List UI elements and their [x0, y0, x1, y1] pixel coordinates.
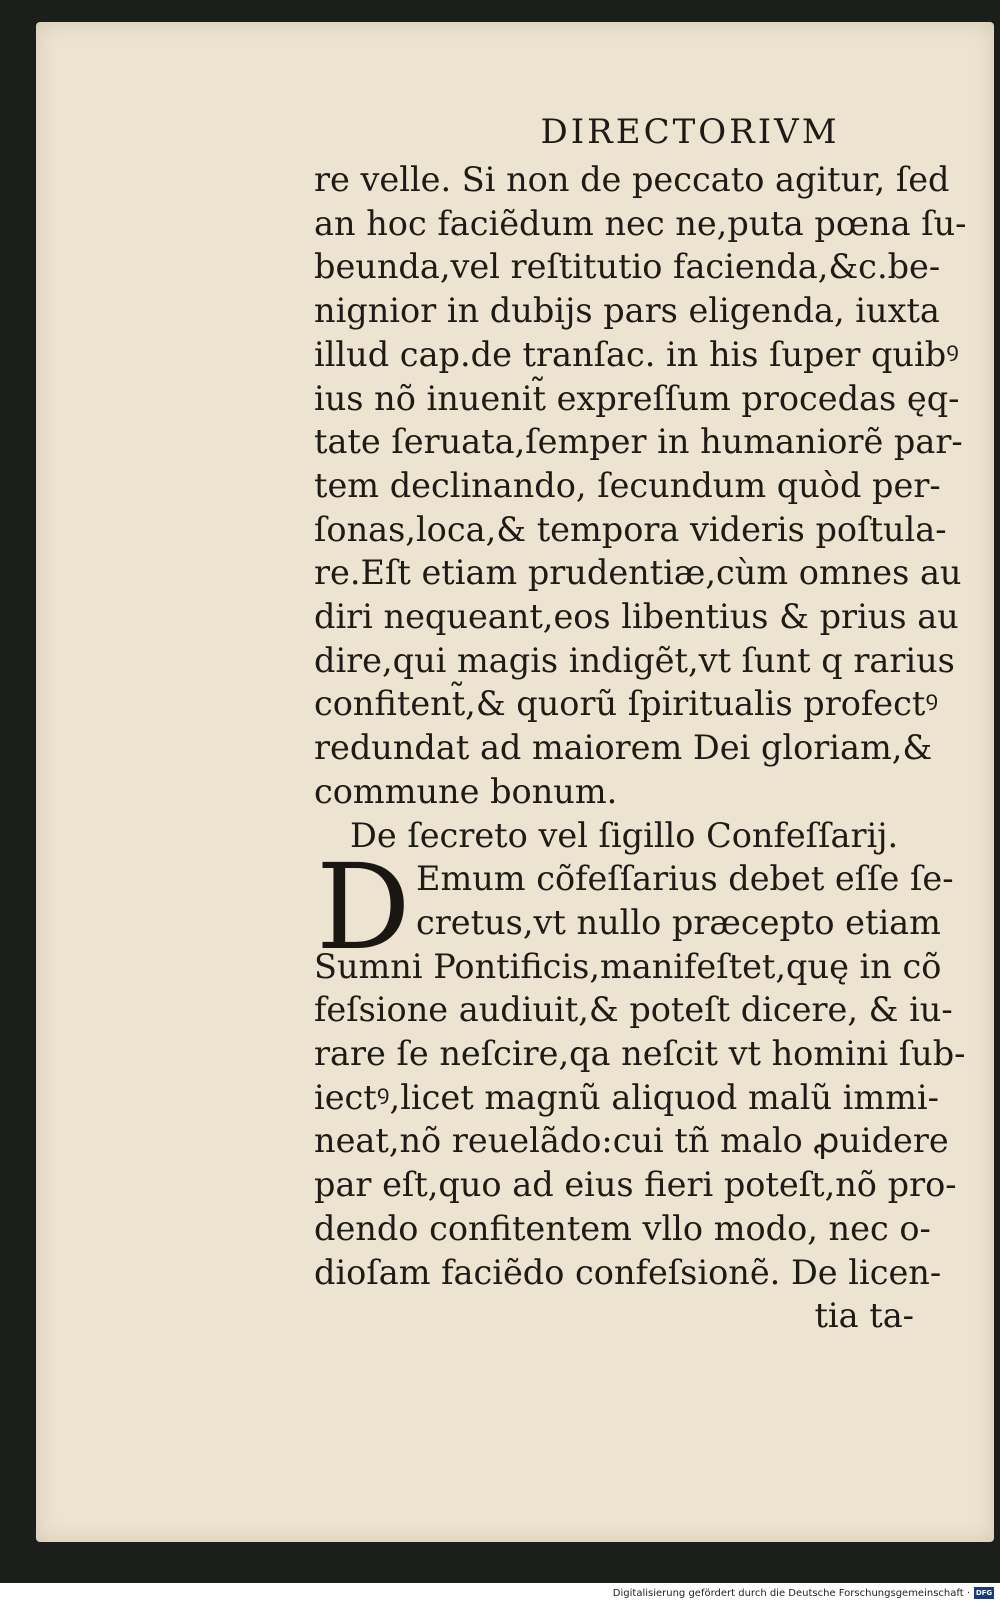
section-heading: De ſecreto vel ſigillo Confeſſarij. [350, 815, 899, 855]
text-line: commune bonum. [314, 771, 618, 811]
footer-credit [0, 1583, 1000, 1603]
book-page [36, 22, 994, 1542]
text-line: redundat ad maiorem Dei gloriam,& [314, 728, 933, 768]
text-line: re.Eſt etiam prudentiæ,cùm omnes au [314, 553, 962, 593]
text-line: tate ſeruata,ſemper in humaniorẽ par- [314, 422, 963, 462]
text-line: neat,nõ reuelãdo:cui tñ malo ꝓuidere [314, 1121, 949, 1161]
text-line: diri nequeant,eos libentius & prius au [314, 597, 959, 637]
text-line: an hoc faciẽdum nec ne,puta pœna ſu- [314, 203, 967, 243]
text-line: dire,qui magis indigẽt,vt ſunt q rarius [314, 640, 955, 680]
paragraph-2 [314, 838, 974, 1294]
text-line: par eſt,quo ad eius fieri poteſt,nõ pro- [314, 1165, 957, 1205]
catchword: tia ta- [814, 1296, 914, 1336]
text-line: re velle. Si non de peccato agitur, ſed [314, 160, 950, 199]
text-line: nignior in dubijs pars eligenda, iuxta [314, 291, 940, 331]
text-line: dioſam faciẽdo confeſsionẽ. De licen- [314, 1252, 942, 1292]
text-block [314, 108, 974, 1338]
text-line: feſsione audiuit,& poteſt dicere, & iu- [314, 990, 953, 1030]
dfg-logo-icon: DFG [975, 1589, 993, 1597]
text-line: beunda,vel reſtitutio facienda,&c.be- [314, 247, 941, 287]
funding-credit-text: Digitalisierung gefördert durch die Deutsche Forschungsgemeinschaft · [612, 1587, 970, 1599]
running-head: DIRECTORIVM [540, 112, 840, 152]
text-line: dendo confitentem vllo modo, nec o- [314, 1208, 931, 1248]
text-line: cretus,vt nullo præcepto etiam [416, 902, 941, 942]
drop-cap: D [316, 838, 411, 977]
paragraph-1 [314, 158, 974, 814]
text-line: iectꝰ,licet magnũ aliquod malũ immi- [314, 1077, 939, 1117]
text-line: tem declinando, ſecundum quòd per- [314, 465, 941, 505]
text-line: illud cap.de tranſac. in his ſuper quibꝰ [314, 334, 959, 374]
text-line: ſonas,loca,& tempora videris poſtula- [314, 509, 947, 549]
text-line: Emum cõfeſſarius debet eſſe ſe- [416, 859, 954, 899]
text-line: rare ſe neſcire,qa neſcit vt homini ſub- [314, 1034, 966, 1074]
text-line: confitent̃,& quorũ ſpiritualis profectꝰ [314, 684, 939, 724]
text-line: Sumni Pontificis,manifeſtet,quę in cõ [314, 946, 942, 986]
text-line: ius nõ inuenit̃ expreſſum procedas ęq- [314, 378, 960, 418]
